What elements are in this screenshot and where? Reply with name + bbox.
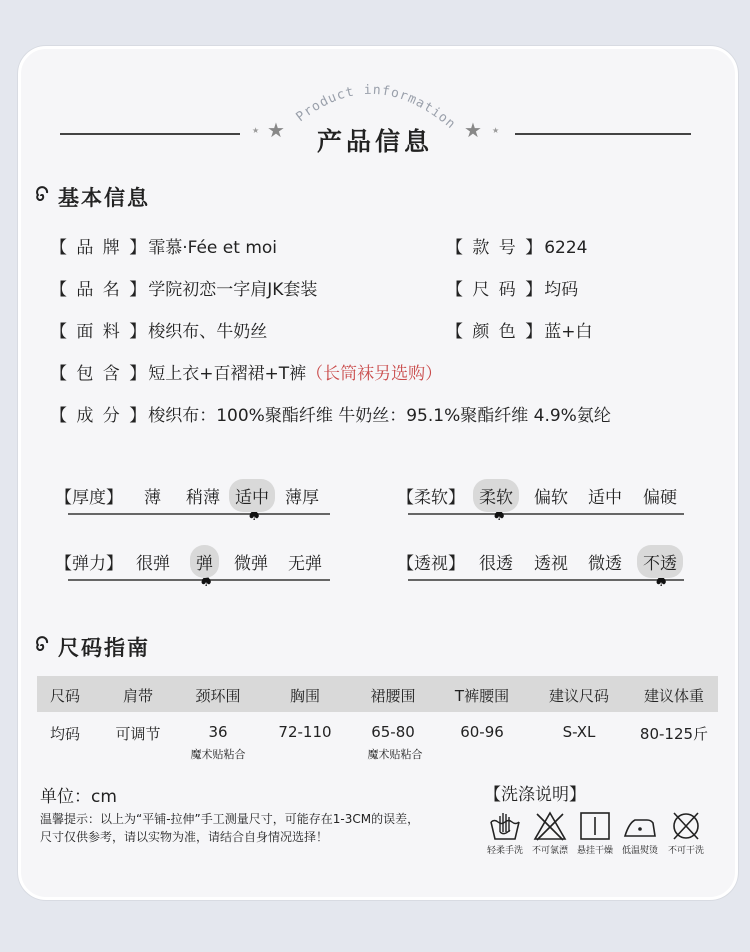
transparency-option: 微透 bbox=[588, 554, 622, 574]
no-dry-clean-icon bbox=[669, 810, 703, 842]
star-icon: ★ bbox=[267, 118, 285, 142]
wash-title: 【洗涤说明】 bbox=[484, 785, 586, 805]
table-cell: 72-110 bbox=[278, 723, 332, 741]
wash-caption: 低温熨烫 bbox=[621, 846, 658, 856]
table-header-cell: T裤腰围 bbox=[454, 687, 510, 705]
thickness-option: 薄 bbox=[144, 488, 161, 508]
thickness-option-selected: 适中 bbox=[235, 483, 269, 508]
table-header-cell: 尺码 bbox=[49, 687, 80, 705]
transparency-label: 【透视】 bbox=[397, 554, 465, 574]
softness-option: 适中 bbox=[588, 488, 622, 508]
page-title: 产品信息 bbox=[316, 127, 433, 156]
table-header-cell: 颈环围 bbox=[195, 687, 241, 705]
transparency-option-selected: 不透 bbox=[643, 549, 677, 574]
elasticity-option-selected: 弹 bbox=[196, 549, 213, 574]
thickness-scale-line bbox=[68, 513, 330, 515]
softness-option: 偏硬 bbox=[643, 488, 677, 508]
table-cell: 均码 bbox=[49, 725, 80, 743]
neck-note: 魔术贴粘合 bbox=[190, 748, 246, 761]
skirt-note: 魔术贴粘合 bbox=[367, 748, 423, 761]
table-header-cell: 裙腰围 bbox=[370, 687, 416, 705]
info-style-no: 【 款 号 】6224 bbox=[446, 238, 588, 258]
table-cell: 60-96 bbox=[460, 723, 504, 741]
spade-marker-icon: ♠ bbox=[654, 571, 669, 590]
info-composition: 【 成 分 】梭织布：100%聚酯纤维 牛奶丝：95.1%聚酯纤维 4.9%氨纶 bbox=[50, 406, 611, 426]
hang-dry-icon bbox=[578, 810, 612, 842]
transparency-scale-line bbox=[408, 579, 684, 581]
swirl-icon bbox=[32, 186, 52, 206]
star-icon: ★ bbox=[492, 126, 500, 135]
table-cell: S-XL bbox=[562, 723, 596, 741]
measurement-note: 温馨提示：以上为“平铺-拉伸”手工测量尺寸，可能存在1-3CM的误差， 尺寸仅供参考，请以实物为准，请结合自身情况选择！ bbox=[40, 812, 420, 844]
table-cell: 80-125斤 bbox=[639, 725, 709, 743]
includes-note: （长筒袜另选购） bbox=[306, 364, 443, 384]
svg-text:Product information: Product information bbox=[293, 82, 459, 133]
wash-caption: 不可氯漂 bbox=[531, 846, 568, 856]
info-fabric: 【 面 料 】梭织布、牛奶丝 bbox=[50, 322, 268, 342]
info-color: 【 颜 色 】蓝+白 bbox=[446, 322, 593, 342]
table-header-cell: 建议体重 bbox=[643, 687, 704, 705]
table-header-cell: 胸围 bbox=[289, 687, 320, 705]
thickness-label: 【厚度】 bbox=[55, 488, 123, 508]
softness-option: 偏软 bbox=[534, 488, 568, 508]
info-size: 【 尺 码 】均码 bbox=[446, 280, 579, 300]
spade-marker-icon: ♠ bbox=[247, 505, 262, 524]
wash-caption: 不可干洗 bbox=[667, 846, 704, 856]
thickness-option: 稍薄 bbox=[186, 488, 220, 508]
info-includes: 【 包 含 】短上衣+百褶裙+T裤（长筒袜另选购） bbox=[50, 364, 443, 384]
low-iron-icon bbox=[623, 810, 657, 842]
swirl-icon bbox=[32, 636, 52, 656]
size-guide-title: 尺码指南 bbox=[58, 636, 150, 660]
basic-info-title: 基本信息 bbox=[58, 186, 150, 210]
table-cell: 可调节 bbox=[115, 725, 161, 743]
no-bleach-icon bbox=[533, 810, 567, 842]
elasticity-option: 微弹 bbox=[234, 554, 268, 574]
table-cell: 36 bbox=[208, 723, 228, 741]
thickness-option: 薄厚 bbox=[285, 488, 319, 508]
softness-option-selected: 柔软 bbox=[479, 483, 513, 508]
table-header-cell: 肩带 bbox=[122, 687, 153, 705]
table-cell: 65-80 bbox=[371, 723, 415, 741]
wash-caption: 轻柔手洗 bbox=[486, 846, 523, 856]
star-icon: ★ bbox=[464, 118, 482, 142]
wash-caption: 悬挂干燥 bbox=[576, 846, 613, 856]
softness-scale-line bbox=[408, 513, 684, 515]
info-product-name: 【 品 名 】学院初恋一字肩JK套装 bbox=[50, 280, 318, 300]
softness-label: 【柔软】 bbox=[397, 488, 465, 508]
elasticity-option: 很弹 bbox=[136, 554, 170, 574]
spade-marker-icon: ♠ bbox=[199, 571, 214, 590]
spade-marker-icon: ♠ bbox=[492, 505, 507, 524]
elasticity-option: 无弹 bbox=[288, 554, 322, 574]
product-info-card bbox=[18, 46, 738, 900]
elasticity-label: 【弹力】 bbox=[55, 554, 123, 574]
hand-wash-icon bbox=[488, 810, 522, 842]
transparency-option: 透视 bbox=[534, 554, 568, 574]
info-brand: 【 品 牌 】霏慕·Fée et moi bbox=[50, 238, 278, 258]
table-header-cell: 建议尺码 bbox=[548, 687, 609, 705]
star-icon: ★ bbox=[252, 126, 260, 135]
transparency-option: 很透 bbox=[479, 554, 513, 574]
unit-label: 单位：cm bbox=[40, 787, 117, 807]
